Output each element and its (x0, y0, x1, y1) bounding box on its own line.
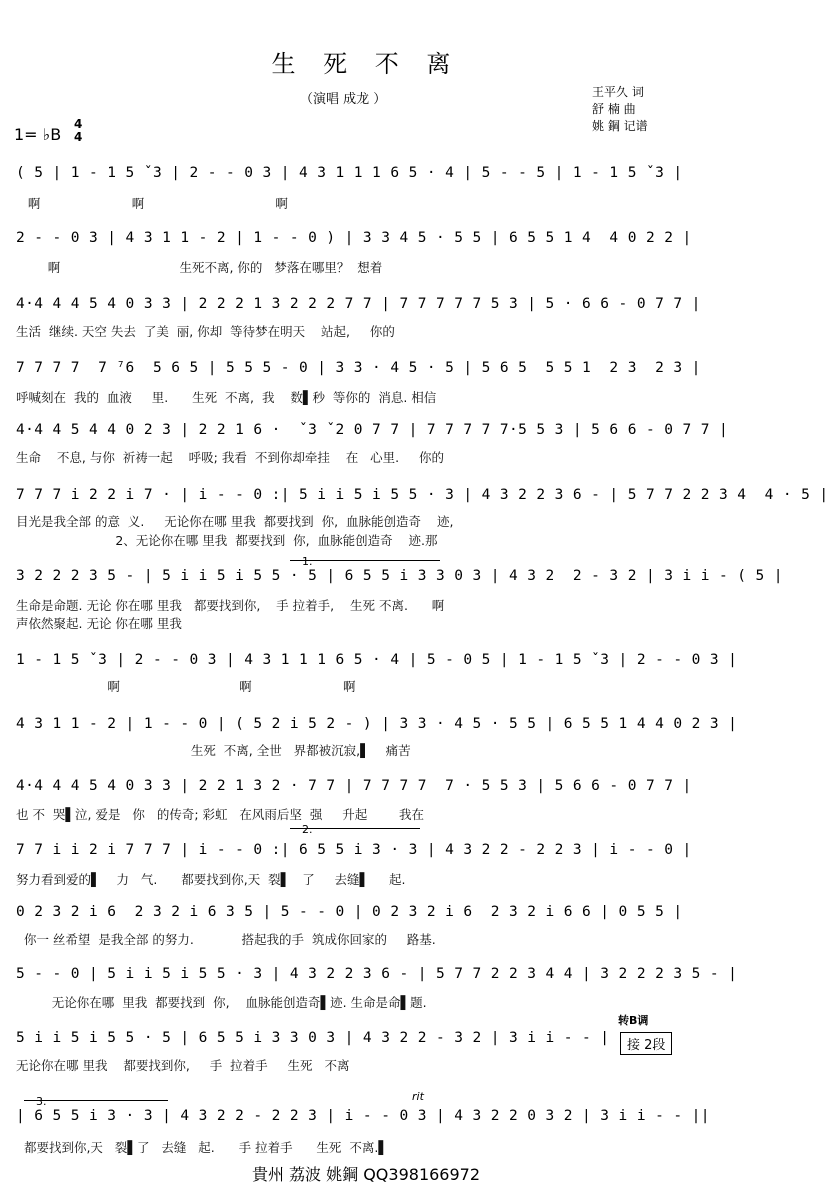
lyric-line-12: 你一 丝希望 是我全部 的努力. 搭起我的手 筑成你回家的 路基. (16, 932, 436, 947)
lyric-line-8: 啊 啊 啊 (16, 679, 356, 694)
lyric-line-2: 啊 生死不离, 你的 梦落在哪里？ 想着 (16, 260, 383, 275)
score-line-9: 4 3 1 1 - 2 | 1 - - 0 | ( 5 2 i 5 2 - ) | 3 3 · 4 5 · 5 5 | 6 5 5 1 4 4 0 2 3 | (16, 716, 738, 732)
lyric-line-6: 目光是我全部 的意 义. 无论你在哪 里我 都要找到 你, 血脉能创造奇 迹, (16, 514, 454, 529)
lyric-line-11: 努力看到爱的▌ 力 气. 都要找到你,天 裂▌ 了 去缝▌ 起. (16, 872, 406, 887)
volta-3: 3. (36, 1095, 47, 1108)
lyric-line-6b: 2、无论你在哪 里我 都要找到 你, 血脉能创造奇 迹.那 (16, 533, 438, 548)
lyric-line-4: 呼喊刻在 我的 血液 里. 生死 不离, 我 数▌秒 等你的 消息. 相信 (16, 390, 437, 405)
score-line-12: 0 2 3 2 i 6 2 3 2 i 6 3 5 | 5 - - 0 | 0 2 3 2 i 6 2 3 2 i 6 6 | 0 5 5 | (16, 904, 683, 920)
key-signature (14, 117, 83, 144)
time-signature (74, 118, 82, 144)
score-line-6: 7 7 7 i 2 2 i 7 · | i - - 0 :| 5 i i 5 i 5 5 · 3 | 4 3 2 2 3 6 - | 5 7 7 2 2 3 4 4 · 5 | (16, 487, 829, 503)
score-line-11: 7 7 i i 2 i 7 7 7 | i - - 0 :| 6 5 5 i 3 · 3 | 4 3 2 2 - 2 2 3 | i - - 0 | (16, 842, 692, 858)
score-line-10: 4·4 4 4 5 4 0 3 3 | 2 2 1 3 2 · 7 7 | 7 7 7 7 7 · 5 5 3 | 5 6 6 - 0 7 7 | (16, 778, 692, 794)
score-line-8: 1 - 1 5 ˇ3 | 2 - - 0 3 | 4 3 1 1 1 6 5 · 4 | 5 - 0 5 | 1 - 1 5 ˇ3 | 2 - - 0 3 | (16, 652, 738, 668)
lyric-line-1: 啊 啊 啊 (16, 196, 288, 211)
lyric-line-14: 无论你在哪 里我 都要找到你, 手 拉着手 生死 不离 (16, 1058, 350, 1073)
lyric-line-5: 生命 不息, 与你 祈祷一起 呼吸; 我看 不到你却牵挂 在 心里. 你的 (16, 450, 444, 465)
page-title: 生 死 不 离 (271, 50, 461, 78)
lyric-line-13: 无论你在哪 里我 都要找到 你, 血脉能创造奇▌迹. 生命是命▌题. (16, 995, 427, 1010)
volta-1-line (290, 560, 440, 561)
lyricist-credit: 王平久 词 (592, 85, 644, 99)
volta-3-line (24, 1100, 168, 1101)
score-line-14: 5 i i 5 i 5 5 · 5 | 6 5 5 i 3 3 0 3 | 4 3 2 2 - 3 2 | 3 i i - - | (16, 1030, 610, 1046)
lyric-line-9: 生死 不离, 全世 界都被沉寂,▌ 痛苦 (16, 743, 411, 758)
lyric-line-3: 生活 继续. 天空 失去 了美 丽, 你却 等待梦在明天 站起, 你的 (16, 324, 395, 339)
modulate-mark: 转B调 (618, 1014, 649, 1027)
singer-credit: （演唱 成龙 ） (300, 92, 387, 107)
transcriber-credit: 姚 鋼 记谱 (592, 119, 648, 133)
volta-2: 2. (302, 823, 313, 836)
score-line-4: 7 7 7 7 7 ⁷6 5 6 5 | 5 5 5 - 0 | 3 3 · 4 5 · 5 | 5 6 5 5 5 1 2 3 2 3 | (16, 360, 701, 376)
composer-credits (592, 84, 648, 135)
score-line-15: | 6 5 5 i 3 · 3 | 4 3 2 2 - 2 2 3 | i - - 0 3 | 4 3 2 2 0 3 2 | 3 i i - - || (16, 1108, 710, 1124)
footer-credit: 貴州 荔波 姚鋼 QQ398166972 (251, 1165, 481, 1184)
score-line-1: ( 5 | 1 - 1 5 ˇ3 | 2 - - 0 3 | 4 3 1 1 1 6 5 · 4 | 5 - - 5 | 1 - 1 5 ˇ3 | (16, 165, 683, 181)
time-sig-top: 4 (74, 117, 83, 131)
score-line-5: 4·4 4 5 4 4 0 2 3 | 2 2 1 6 · ˇ3 ˇ2 0 7 7 | 7 7 7 7 7·5 5 3 | 5 6 6 - 0 7 7 | (16, 422, 729, 438)
lyric-line-7b: 声依然聚起. 无论 你在哪 里我 (16, 616, 182, 631)
key-label: 1= ♭B (14, 125, 62, 144)
score-line-7: 3 2 2 2 3 5 - | 5 i i 5 i 5 5 · 5 | 6 5 5 i 3 3 0 3 | 4 3 2 2 - 3 2 | 3 i i - ( 5 | (16, 568, 783, 584)
lyric-line-10: 也 不 哭▌泣, 爱是 你 的传奇; 彩虹 在风雨后坚 强 升起 我在 (16, 807, 425, 822)
lyric-line-7: 生命是命题. 无论 你在哪 里我 都要找到你, 手 拉着手, 生死 不离. 啊 (16, 598, 445, 613)
volta-1: 1. (302, 555, 313, 568)
score-line-3: 4·4 4 4 5 4 0 3 3 | 2 2 2 1 3 2 2 2 7 7 | 7 7 7 7 7 5 3 | 5 · 6 6 - 0 7 7 | (16, 296, 701, 312)
composer-credit: 舒 楠 曲 (592, 102, 636, 116)
score-line-2: 2 - - 0 3 | 4 3 1 1 - 2 | 1 - - 0 ) | 3 3 4 5 · 5 5 | 6 5 5 1 4 4 0 2 2 | (16, 230, 692, 246)
jump-box: 接 2段 (620, 1032, 672, 1055)
rit-mark: rit (412, 1090, 424, 1103)
time-sig-bottom: 4 (74, 130, 83, 144)
volta-2-line (290, 828, 420, 829)
lyric-line-15: 都要找到你,天 裂▌了 去缝 起. 手 拉着手 生死 不离.▌ (16, 1140, 388, 1155)
score-line-13: 5 - - 0 | 5 i i 5 i 5 5 · 3 | 4 3 2 2 3 6 - | 5 7 7 2 2 3 4 4 | 3 2 2 2 3 5 - | (16, 966, 738, 982)
